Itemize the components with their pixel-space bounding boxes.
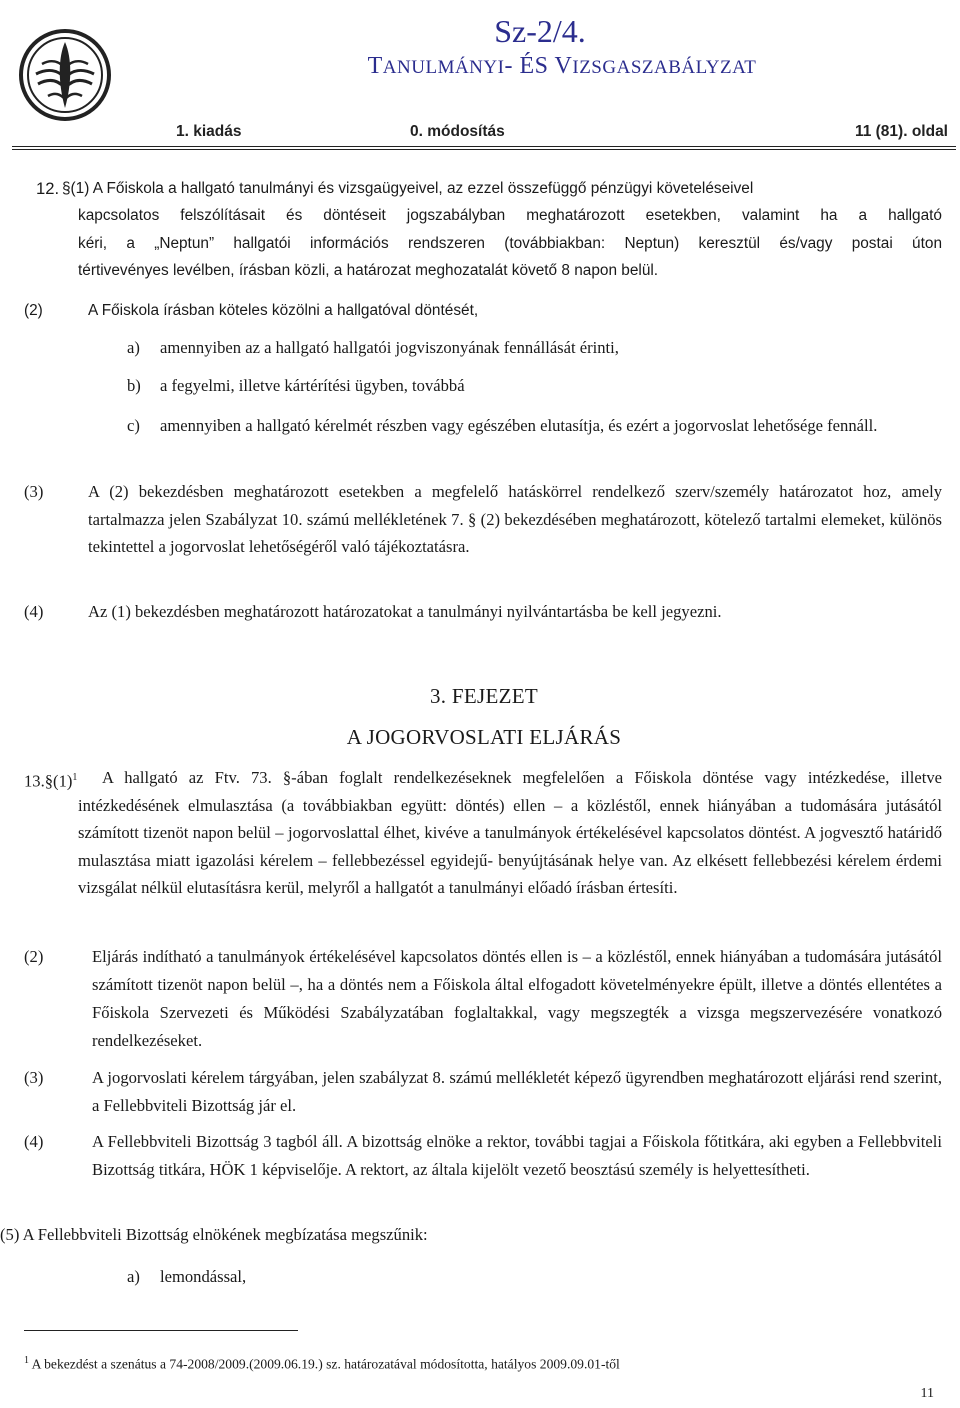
s13-p5-item-a-text: lemondással, — [160, 1267, 247, 1286]
header-rule-thin — [12, 149, 956, 150]
s12-item-a-text: amennyiben az a hallgató hallgatói jogviszonyának fennállását érinti, — [160, 338, 619, 357]
revision-label: 0. módosítás — [410, 123, 505, 140]
document-title: TANULMÁNYI- ÉS VIZSGASZABÁLYZAT — [367, 53, 757, 79]
s12-item-c-text: amennyiben a hallgató kérelmét részben vagy egészében elutasítja, és ezért a jogorvoslat lehetősége fennáll. — [160, 416, 878, 435]
s12-p3-text: A (2) bekezdésben meghatározott esetekben a megfelelő hatáskörrel rendelkező szerv/személy határozatot hoz, amely tartalmazza jelen Szabályzat 10. számú mellékletének 7. § (2) bekezdésében meghatározott, kötelező tartalmi elemeket, különös tekintettel a jogorvoslat lehetőségéről való tájékoztatásra. — [88, 482, 942, 556]
s12-p2-number: (2) — [24, 302, 43, 319]
chapter-number: 3. FEJEZET — [430, 684, 538, 708]
s13-p2-number: (2) — [24, 947, 44, 966]
page-of-total: 11 (81). oldal — [854, 123, 948, 140]
header-rule — [12, 146, 956, 147]
chapter-title: A JOGORVOSLATI ELJÁRÁS — [346, 725, 622, 749]
footnote-ref[interactable]: 1 — [72, 772, 78, 783]
s13-p4-text: A Fellebbviteli Bizottság 3 tagból áll. A bizottság elnöke a rektor, további tagjai a Főiskola főtitkára, aki egyben a Fellebbviteli Bizottság titkára, HÖK 1 képviselője. A rektort, az általa kijelölt vezető beosztású személy is helyettesítheti. — [92, 1132, 942, 1179]
s12-p4-number: (4) — [24, 602, 44, 621]
s13-p2-text: Eljárás indítható a tanulmányok értékelésével kapcsolatos döntés ellen is – a közléstől, ennek hiányában a tudomására jutásától számított tizenöt napon belül –, ha a döntés nem a Főiskola által elfogadott követelményekre épült, illetve a döntés ellentétes a Főiskola Szervezeti és Működési Szabályzatában foglaltakkal, vagy megszegték a vizsga megszervezésére vonatkozó rendelkezéseket. — [92, 947, 942, 1050]
s12-p3-number: (3) — [24, 482, 44, 501]
footnote: $^1$ A bekezdést a szenátus a 74-2008/2009.(2009.06.19.) sz. határozatával módosította, hatályos 2009.09.01-től — [24, 1355, 620, 1372]
section-12-body — [78, 202, 942, 285]
s12-item-b-text: a fegyelmi, illetve kártérítési ügyben, továbbá — [160, 376, 465, 395]
section-13-number: $13.\S(1)^1$ — [24, 771, 78, 791]
s12-p4-text: Az (1) bekezdésben meghatározott határozatokat a tanulmányi nyilvántartásba be kell jegyezni. — [88, 602, 722, 621]
s13-p5-text: (5) A Fellebbviteli Bizottság elnökének megbízatása megszűnik: — [0, 1225, 428, 1244]
s13-p3-text: A jogorvoslati kérelem tárgyában, jelen szabályzat 8. számú mellékletét képező ügyrendben meghatározott eljárási rend szerint, a Fellebbviteli Bizottság jár el. — [92, 1068, 942, 1115]
s13-p3-number: (3) — [24, 1068, 44, 1087]
s13-p4-number: (4) — [24, 1132, 44, 1151]
s13-p5-item-a-label: a) — [127, 1267, 140, 1286]
section-12-line: kapcsolatos felszólításait és döntéseit jogszabályban meghatározott esetekben, valamint ha a hallgató — [78, 207, 942, 224]
section-12-intro: §(1) A Főiskola a hallgató tanulmányi és vizsgaügyeivel, az ezzel összefüggő pénzügyi követeléseivel — [62, 180, 754, 197]
footnote-separator — [24, 1330, 298, 1331]
section-12-number: 12. — [36, 179, 60, 198]
s12-item-b-label: b) — [127, 376, 141, 395]
s12-p2-text: A Főiskola írásban köteles közölni a hallgatóval döntését, — [88, 302, 479, 319]
section-12-line: tértivevényes levélben, írásban közli, a határozat meghozatalát követő 8 napon belül. — [78, 262, 659, 279]
s12-item-a-label: a) — [127, 338, 140, 357]
s12-item-c-label: c) — [127, 416, 140, 435]
document-code: Sz-2/4. — [494, 13, 586, 49]
edition-label: 1. kiadás — [176, 123, 242, 140]
section-12-line: kéri, a „Neptun” hallgatói információs rendszeren (továbbiakban: Neptun) keresztül és/vagy postai úton — [78, 234, 942, 252]
page-number: 11 — [920, 1386, 934, 1401]
section-13-p1: A hallgató az Ftv. 73. §-ában foglalt rendelkezéseknek megfelelően a Főiskola döntése vagy intézkedése, illetve intézkedésének elmulasztása (a továbbiakban együtt: döntés) ellen – a közléstől, ennek hiányában a tudomására jutásától számított tizenöt napon belül – jogorvoslattal élhet, kivéve a tanulmányok értékelésével kapcsolatos döntést. A jogvesztő határidő mulasztása miatt igazolási kérelem – fellebbezéssel egyidejű- benyújtásának helye van. Az elkésett fellebbezési kérelem érdemi vizsgálat nélkül elutasításra kerül, melyről a hallgatót a tanulmányi előadó írásban értesíti. — [78, 768, 942, 897]
